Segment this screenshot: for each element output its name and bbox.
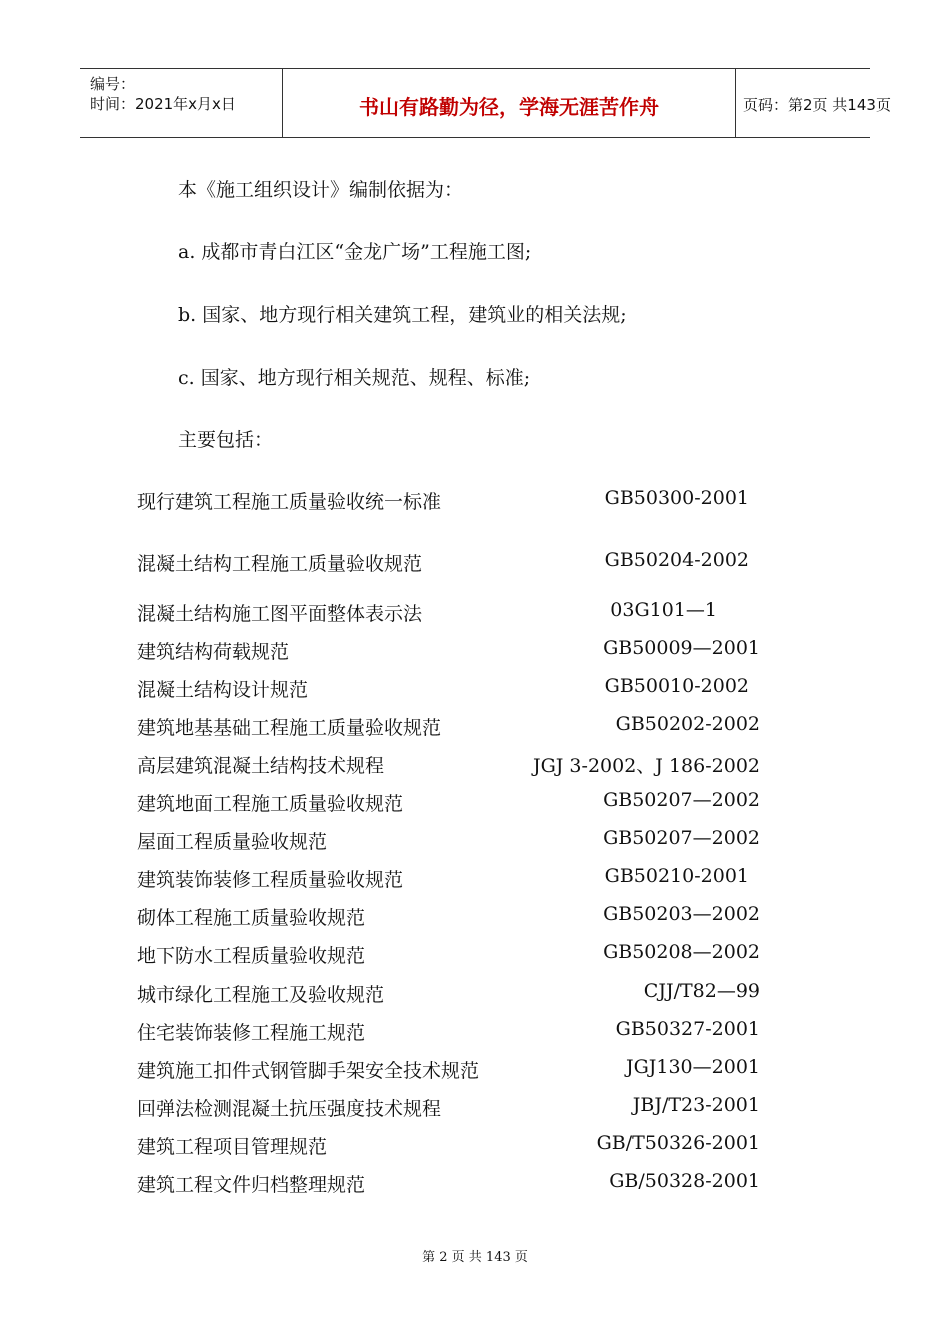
- motto-text: 书山有路勤为径，学海无涯苦作舟: [359, 95, 659, 119]
- standard-name: 地下防水工程质量验收规范: [137, 945, 366, 967]
- standard-code: GB/T50326-2001: [596, 1132, 760, 1154]
- standard-code: GB50203—2002: [603, 903, 760, 925]
- standard-code: GB50204-2002: [604, 549, 749, 571]
- standard-name: 建筑装饰装修工程质量验收规范: [137, 869, 404, 891]
- standard-code: 03G101—1: [610, 599, 717, 621]
- page-footer: 第 2 页 共 143 页: [422, 1250, 528, 1265]
- basis-item-a: a. 成都市青白江区“金龙广场”工程施工图;: [178, 241, 532, 263]
- standard-name: 混凝土结构施工图平面整体表示法: [137, 603, 423, 625]
- standard-code: GB50010-2002: [604, 675, 749, 697]
- standard-code: GB50202-2002: [615, 713, 760, 735]
- standard-name: 屋面工程质量验收规范: [137, 831, 328, 853]
- standard-name: 建筑施工扣件式钢管脚手架安全技术规范: [137, 1060, 480, 1082]
- standard-code: GB50208—2002: [603, 941, 760, 963]
- standard-name: 住宅装饰装修工程施工规范: [137, 1022, 366, 1044]
- standard-code: JGJ 3-2002、J 186-2002: [532, 755, 760, 777]
- standard-name: 高层建筑混凝土结构技术规程: [137, 755, 385, 777]
- standard-code: GB50210-2001: [604, 865, 749, 887]
- standard-code: CJJ/T82—99: [643, 980, 760, 1002]
- standard-name: 建筑地基基础工程施工质量验收规范: [137, 717, 442, 739]
- page-header: [80, 68, 891, 138]
- standard-name: 混凝土结构工程施工质量验收规范: [137, 553, 423, 575]
- standard-name: 建筑工程文件归档整理规范: [137, 1174, 366, 1196]
- basis-item-b: b. 国家、地方现行相关建筑工程，建筑业的相关法规;: [178, 304, 627, 326]
- standard-code: GB50207—2002: [603, 789, 760, 811]
- intro-paragraph: 本《施工组织设计》编制依据为：: [178, 179, 464, 201]
- header-page-label: 页码：第2页 共143页: [743, 96, 891, 114]
- standard-code: GB50009—2001: [603, 637, 760, 659]
- number-label: 编号：: [90, 75, 136, 93]
- standard-name: 建筑地面工程施工质量验收规范: [137, 793, 404, 815]
- header-motto-cell: [282, 69, 736, 137]
- standard-name: 城市绿化工程施工及验收规范: [137, 984, 385, 1006]
- standard-name: 建筑结构荷载规范: [137, 641, 290, 663]
- standard-name: 建筑工程项目管理规范: [137, 1136, 328, 1158]
- header-page-cell: [735, 69, 891, 137]
- standard-code: GB/50328-2001: [609, 1170, 760, 1192]
- header-meta-cell: [80, 69, 282, 137]
- standard-code: JBJ/T23-2001: [632, 1094, 760, 1116]
- time-label: 时间：2021年x月x日: [90, 95, 236, 113]
- standard-name: 混凝土结构设计规范: [137, 679, 309, 701]
- main-includes-label: 主要包括：: [178, 429, 274, 451]
- standard-name: 现行建筑工程施工质量验收统一标准: [137, 491, 442, 513]
- basis-item-c: c. 国家、地方现行相关规范、规程、标准;: [178, 367, 531, 389]
- standard-code: GB50327-2001: [615, 1018, 760, 1040]
- standard-name: 回弹法检测混凝土抗压强度技术规程: [137, 1098, 442, 1120]
- standard-code: GB50300-2001: [604, 487, 749, 509]
- standard-code: GB50207—2002: [603, 827, 760, 849]
- standard-name: 砌体工程施工质量验收规范: [137, 907, 366, 929]
- standard-code: JGJ130—2001: [625, 1056, 760, 1078]
